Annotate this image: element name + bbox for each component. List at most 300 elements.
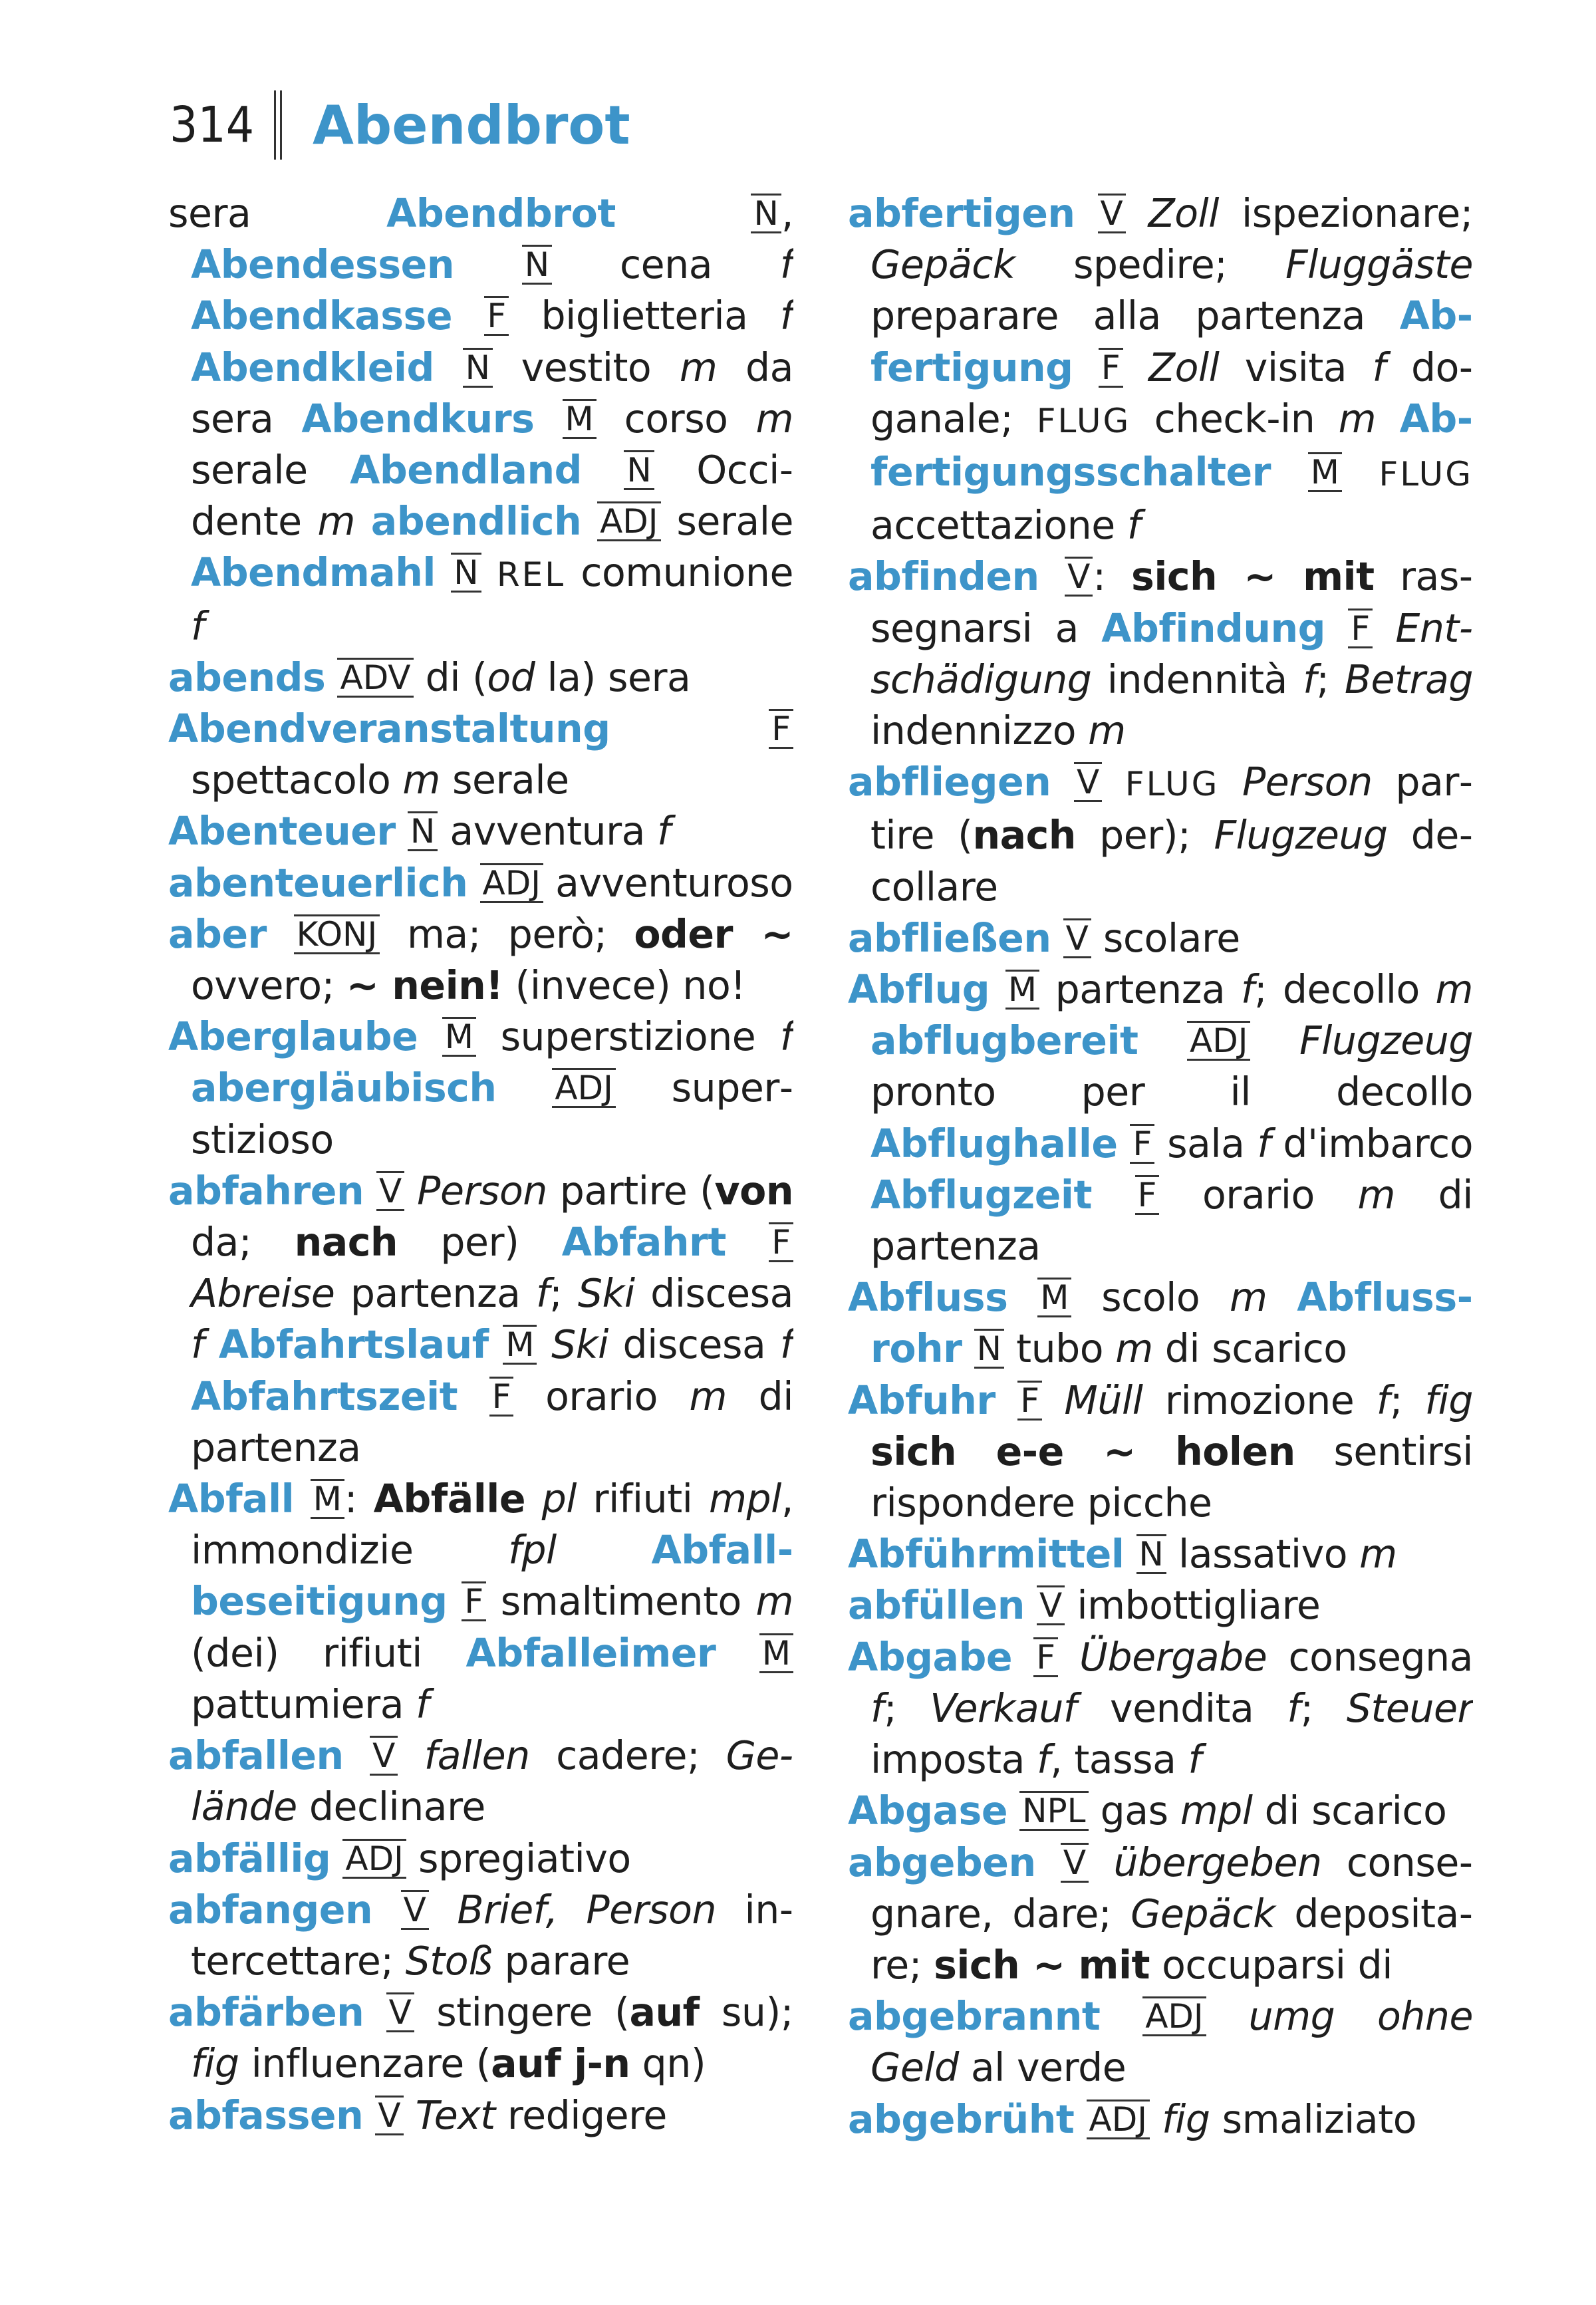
entry-text — [489, 1322, 503, 1367]
entry-text: smaltimento — [486, 1579, 756, 1625]
italic-label: Ski — [577, 1271, 635, 1317]
entry-text: superstizione — [476, 1014, 780, 1060]
entry-text: sala — [1154, 1121, 1258, 1166]
field-label: FLUG — [1379, 455, 1473, 494]
entry-text: discesa — [634, 1271, 793, 1317]
entry-text: consegna — [1267, 1634, 1473, 1680]
italic-label: m — [755, 396, 793, 442]
field-label: REL — [496, 555, 566, 595]
entry-text — [398, 1733, 424, 1778]
headword: abfällig — [168, 1835, 331, 1881]
italic-label: Gelände — [191, 1733, 793, 1830]
part-of-speech-tag: V — [386, 1992, 414, 2032]
entry-text: da; — [191, 1220, 295, 1266]
part-of-speech-tag: M — [442, 1017, 476, 1057]
part-of-speech-tag: N — [974, 1329, 1004, 1369]
headword: Abendkleid — [191, 344, 434, 390]
dictionary-entry — [848, 757, 1473, 913]
headword: Abfuhr — [848, 1377, 996, 1423]
entry-text: per); — [1075, 813, 1214, 859]
entry-text — [716, 1631, 759, 1676]
part-of-speech-tag: F — [1348, 609, 1373, 648]
entry-text: intercettare; — [191, 1887, 793, 1984]
entry-text — [1036, 1840, 1061, 1885]
headword: abergläubisch — [191, 1065, 497, 1111]
part-of-speech-tag: N — [624, 450, 654, 490]
entry-text: , — [781, 191, 793, 236]
part-of-speech-tag: F — [1135, 1175, 1160, 1215]
entry-text: spedire; — [1015, 242, 1285, 288]
part-of-speech-tag: N — [1136, 1534, 1166, 1574]
entry-text: imposta — [870, 1737, 1037, 1783]
headword: abenteuerlich — [168, 860, 468, 906]
italic-label: mpl — [1180, 1788, 1253, 1834]
entry-text — [418, 1014, 442, 1059]
entry-text — [452, 293, 484, 339]
entry-text: check-in — [1130, 396, 1339, 442]
entry-text: smaliziato — [1210, 2096, 1416, 2142]
part-of-speech-tag: F — [1017, 1381, 1042, 1421]
part-of-speech-tag: N — [408, 811, 438, 851]
dictionary-entry — [848, 188, 1473, 551]
entry-text — [1342, 450, 1379, 495]
entry-text: pattumiera — [191, 1681, 416, 1727]
entry-text — [1074, 2097, 1086, 2142]
part-of-speech-tag: V — [376, 1171, 404, 1211]
entry-text — [344, 1733, 370, 1778]
entry-text: di partenza — [870, 1172, 1473, 1270]
italic-label: Steuer — [1346, 1685, 1473, 1731]
part-of-speech-tag: NPL — [1019, 1791, 1088, 1831]
dictionary-entry — [848, 913, 1473, 964]
entry-text: ma; però; — [380, 911, 634, 957]
entry-text: al verde — [958, 2045, 1127, 2091]
dictionary-entry — [168, 652, 793, 704]
italic-label: m — [1088, 708, 1126, 754]
entry-text: , tassa — [1050, 1737, 1188, 1783]
entry-text: rimozione — [1142, 1377, 1377, 1423]
headword: aber — [168, 911, 267, 957]
part-of-speech-tag: N — [751, 194, 781, 233]
part-of-speech-tag: F — [769, 709, 793, 749]
entry-text — [467, 861, 479, 906]
entry-text — [1267, 1275, 1297, 1320]
part-of-speech-tag: KONJ — [294, 914, 380, 954]
bold-phrase: nach — [972, 813, 1076, 859]
part-of-speech-tag: V — [370, 1736, 398, 1776]
entry-text — [990, 967, 1005, 1012]
entry-text: consegnare, dare; — [870, 1839, 1473, 1937]
part-of-speech-tag: ADJ — [1187, 1021, 1250, 1061]
entry-text: : — [344, 1476, 374, 1522]
italic-label: m — [1359, 1532, 1397, 1577]
entry-text: spettacolo — [191, 757, 403, 803]
dictionary-column-right — [848, 188, 1473, 2210]
entry-text: influenzare ( — [239, 2041, 491, 2087]
part-of-speech-tag: N — [451, 553, 481, 593]
part-of-speech-tag: M — [1037, 1278, 1071, 1317]
entry-text: comunione — [565, 550, 793, 596]
part-of-speech-tag: ADJ — [480, 863, 543, 903]
headword: Abfluss — [848, 1275, 1008, 1321]
italic-label: Zoll — [1148, 191, 1220, 236]
part-of-speech-tag: ADJ — [342, 1839, 406, 1879]
dictionary-entry — [848, 1991, 1473, 2094]
entry-text — [1138, 1018, 1187, 1063]
entry-text: sera — [168, 191, 387, 236]
part-of-speech-tag: V — [401, 1890, 429, 1930]
entry-text: preparare alla partenza — [870, 293, 1400, 339]
headword: Abendveranstaltung — [168, 706, 610, 752]
part-of-speech-tag: M — [759, 1633, 793, 1673]
dictionary-entry — [168, 858, 793, 909]
entry-text: di scarico — [1252, 1788, 1447, 1834]
entry-text: su); — [699, 1990, 793, 2036]
entry-text — [1073, 345, 1099, 390]
dictionary-entry — [168, 1833, 793, 1885]
entry-text: (dei) rifiuti — [191, 1630, 466, 1676]
part-of-speech-tag: M — [311, 1479, 344, 1519]
headword: Abflug — [848, 967, 990, 1013]
part-of-speech-tag: N — [463, 348, 493, 388]
entry-text — [481, 550, 497, 595]
entry-text — [1075, 191, 1098, 236]
part-of-speech-tag: F — [462, 1581, 486, 1621]
dictionary-entry — [848, 1529, 1473, 1580]
headword: abfüllen — [848, 1583, 1025, 1629]
dictionary-entry — [168, 1730, 793, 1833]
entry-text: qn) — [630, 2041, 706, 2087]
entry-text — [1219, 759, 1242, 805]
headword: Abführmittel — [848, 1532, 1125, 1577]
headword: abfliegen — [848, 759, 1051, 805]
entry-text — [396, 809, 408, 854]
italic-label: f — [779, 1322, 793, 1368]
entry-text — [1025, 1583, 1037, 1628]
entry-text: redigere — [495, 2092, 667, 2138]
italic-label: Person — [417, 1168, 547, 1214]
dictionary-entry — [168, 806, 793, 857]
part-of-speech-tag: F — [484, 296, 509, 336]
entry-text: rassegnarsi a — [870, 554, 1473, 651]
headword: abfließen — [848, 915, 1051, 961]
entry-text — [582, 448, 624, 493]
italic-label: f — [779, 293, 793, 339]
part-of-speech-tag: ADJ — [1087, 2100, 1150, 2139]
entry-text: partenza — [334, 1271, 537, 1317]
italic-label: Text — [415, 2092, 495, 2138]
dictionary-entry — [168, 704, 793, 806]
part-of-speech-tag: ADJ — [597, 501, 660, 541]
entry-text — [355, 499, 371, 544]
field-label: FLUG — [1125, 765, 1220, 804]
entry-text — [325, 655, 337, 700]
headword: Abendbrot — [386, 191, 616, 236]
italic-label: Person — [1242, 759, 1373, 805]
entry-text — [204, 1322, 219, 1367]
headword: Abgase — [848, 1788, 1007, 1834]
entry-text: di partenza — [191, 1373, 793, 1470]
entry-text — [1102, 759, 1125, 805]
headword: Abfahrtslauf — [218, 1322, 489, 1368]
part-of-speech-tag: ADV — [337, 658, 413, 698]
entry-text: scolo — [1071, 1275, 1230, 1321]
italic-label: f — [779, 242, 793, 288]
part-of-speech-tag: F — [1099, 348, 1123, 388]
headword: Abendkasse — [191, 293, 453, 339]
entry-text: pronto per il decollo — [870, 1069, 1473, 1115]
entry-text — [1089, 1840, 1113, 1885]
entry-text: , immondizie — [191, 1476, 793, 1573]
italic-label: f — [1188, 1737, 1202, 1783]
headword: Abfertigungsschalter — [870, 396, 1473, 495]
entry-text — [1150, 2097, 1162, 2142]
part-of-speech-tag: V — [1063, 918, 1091, 958]
dictionary-entry — [168, 1012, 793, 1166]
headword: Abflughalle — [870, 1121, 1118, 1166]
part-of-speech-tag: F — [489, 1377, 514, 1417]
dictionary-entry — [848, 1375, 1473, 1530]
headword: abfahren — [168, 1168, 364, 1214]
entry-text: rifiuti — [576, 1476, 709, 1522]
headword: abfallen — [168, 1733, 344, 1779]
dictionary-entry — [168, 1885, 793, 1987]
part-of-speech-tag: M — [1308, 452, 1342, 492]
bold-phrase: Abfälle — [373, 1476, 526, 1522]
entry-text: ; — [1316, 656, 1345, 702]
dictionary-entry — [848, 551, 1473, 757]
italic-label: m — [1115, 1326, 1153, 1372]
dictionary-entry — [168, 1166, 793, 1474]
part-of-speech-tag: V — [1074, 762, 1102, 802]
dictionary-entry — [848, 964, 1473, 1272]
italic-label: f — [657, 809, 671, 855]
entry-text: avventura — [438, 809, 658, 855]
entry-text: ovvero; — [191, 963, 346, 1009]
entry-text: gas — [1088, 1788, 1180, 1834]
entry-text — [1012, 1635, 1033, 1680]
entry-text: avventuroso — [543, 860, 793, 906]
bold-phrase: von — [714, 1168, 793, 1214]
italic-label: f — [536, 1271, 550, 1317]
entry-text: partire ( — [547, 1168, 715, 1214]
entry-text: cadere; — [529, 1733, 726, 1779]
headword: abendlich — [370, 499, 582, 545]
italic-label: m — [1229, 1275, 1267, 1321]
part-of-speech-tag: N — [522, 245, 552, 285]
entry-text: la) sera — [535, 654, 691, 700]
italic-label: m — [689, 1373, 727, 1419]
entry-text — [372, 1887, 400, 1933]
headword: abfassen — [168, 2092, 364, 2138]
entry-text — [1126, 191, 1148, 236]
entry-text: stingere ( — [414, 1990, 630, 2036]
italic-label: Gepäck — [870, 242, 1015, 288]
entry-text: indennità — [1091, 656, 1303, 702]
entry-text — [364, 1990, 386, 2035]
dictionary-entry — [848, 1632, 1473, 1786]
entry-text — [1124, 1532, 1136, 1577]
entry-text — [364, 1168, 376, 1214]
entry-text: accettazione — [870, 503, 1127, 549]
entry-text: : — [1093, 554, 1131, 600]
italic-label: Ski — [551, 1322, 608, 1368]
italic-label: m — [1435, 967, 1473, 1013]
entry-text: di scarico — [1152, 1326, 1347, 1372]
entry-text — [557, 1528, 652, 1573]
headword: Abfindung — [1101, 605, 1326, 651]
entry-text: ; — [1389, 1377, 1425, 1423]
headword: Abflugzeit — [870, 1172, 1092, 1218]
part-of-speech-tag: ADJ — [1142, 1996, 1206, 2036]
italic-label: Gepäck — [1130, 1891, 1275, 1937]
italic-label: pl — [541, 1476, 577, 1522]
entry-text: cena — [552, 242, 780, 288]
entry-text — [429, 1887, 457, 1933]
part-of-speech-tag: V — [1037, 1585, 1065, 1625]
headword: abfinden — [848, 554, 1039, 600]
entry-text: declinare — [297, 1784, 485, 1830]
headword: Abendessen — [191, 242, 454, 288]
entry-text — [404, 1168, 417, 1214]
italic-label: fig — [1162, 2096, 1210, 2142]
italic-label: Übergabe — [1079, 1634, 1267, 1680]
italic-label: f — [870, 1685, 884, 1731]
header-divider — [274, 90, 282, 160]
italic-label: Flugzeug — [1214, 813, 1388, 859]
italic-label: m — [755, 1579, 793, 1625]
bold-phrase: ~ nein! — [346, 963, 503, 1009]
italic-label: Fluggäste — [1285, 242, 1473, 288]
entry-text — [458, 1374, 489, 1419]
entry-text — [267, 912, 294, 957]
italic-label: mpl — [709, 1476, 781, 1522]
italic-label: Entschädigung — [870, 605, 1473, 702]
entry-text — [1118, 1121, 1130, 1166]
italic-label: f — [1127, 503, 1140, 549]
entry-text — [996, 1378, 1017, 1423]
italic-label: Flugzeug — [1299, 1018, 1473, 1064]
entry-text: (invece) no! — [503, 963, 746, 1009]
italic-label: m — [317, 499, 355, 545]
dictionary-entry — [848, 2094, 1473, 2145]
entry-text — [1051, 916, 1063, 961]
entry-text: ; decollo — [1254, 967, 1436, 1013]
entry-text: orario — [513, 1373, 690, 1419]
entry-text: d'imbarco — [1270, 1121, 1473, 1166]
italic-label: m — [402, 757, 440, 803]
part-of-speech-tag: F — [1130, 1124, 1154, 1164]
entry-text — [1123, 345, 1148, 390]
headword: abgeben — [848, 1839, 1036, 1885]
headword: Aberglaube — [168, 1014, 418, 1060]
italic-label: m — [1357, 1172, 1395, 1218]
entry-text: corso — [596, 396, 756, 442]
entry-text: vestito — [493, 344, 680, 390]
entry-text: ; — [549, 1271, 578, 1317]
entry-text: partire ( — [870, 759, 1473, 859]
part-of-speech-tag: V — [1098, 194, 1126, 233]
dictionary-entry — [848, 1580, 1473, 1631]
italic-label: fallen — [424, 1733, 530, 1779]
entry-text: sentirsi rispondere picche — [870, 1428, 1473, 1526]
bold-phrase: sich ~ mit — [1131, 554, 1375, 600]
headword: abfangen — [168, 1887, 373, 1933]
headword: Abendmahl — [191, 550, 436, 596]
entry-text — [534, 396, 562, 442]
italic-label: f — [1287, 1685, 1301, 1731]
dictionary-entry — [848, 1786, 1473, 1837]
headword: Abfall — [168, 1476, 295, 1522]
entry-text — [1042, 1378, 1064, 1423]
entry-text — [1039, 554, 1065, 599]
entry-text — [436, 550, 451, 595]
headword: Abenteuer — [168, 809, 396, 855]
dictionary-entry — [168, 1987, 793, 2090]
entry-text — [1058, 1635, 1079, 1680]
entry-text — [1092, 1172, 1135, 1218]
italic-label: Abreise — [191, 1271, 335, 1317]
entry-text — [363, 2093, 375, 2138]
entry-text: discesa — [608, 1322, 780, 1368]
entry-text — [1206, 1994, 1249, 2039]
bold-phrase: auf j-n — [491, 2041, 630, 2087]
italic-label: umg ohne Geld — [870, 1994, 1473, 2091]
entry-text: da sera — [191, 344, 793, 442]
italic-label: f — [191, 1322, 205, 1368]
dictionary-entry — [168, 1474, 793, 1730]
entry-text: indennizzo — [870, 708, 1089, 754]
entry-text — [294, 1476, 311, 1522]
italic-label: f — [1372, 344, 1386, 390]
headword: abgebrüht — [848, 2096, 1075, 2142]
part-of-speech-tag: ADJ — [552, 1068, 615, 1108]
entry-text: doganale; — [870, 344, 1473, 442]
headword: Abfertigung — [870, 293, 1473, 390]
entry-text — [454, 242, 522, 287]
headword: Abfallbeseitigung — [191, 1528, 793, 1625]
field-label: FLUG — [1036, 401, 1131, 440]
page-number: 314 — [170, 96, 255, 154]
entry-text — [1376, 396, 1399, 442]
headword: abfertigen — [848, 191, 1075, 236]
part-of-speech-tag: M — [1005, 970, 1039, 1010]
italic-label: Betrag — [1344, 656, 1473, 702]
bold-phrase: auf — [629, 1990, 700, 2036]
headword: abflugbereit — [870, 1018, 1138, 1064]
bold-phrase: sich e-e ~ holen — [870, 1428, 1295, 1474]
entry-text: tubo — [1004, 1326, 1116, 1372]
entry-text: Occidente — [191, 448, 793, 545]
headword: Abgabe — [848, 1634, 1013, 1680]
entry-text: decollare — [870, 813, 1473, 910]
italic-label: f — [1257, 1121, 1271, 1166]
italic-label: fig — [191, 2041, 239, 2087]
part-of-speech-tag: V — [1065, 557, 1093, 597]
italic-label: m — [679, 344, 718, 390]
italic-label: Stoß — [405, 1938, 493, 1984]
italic-label: f — [1303, 656, 1317, 702]
entry-text — [610, 706, 769, 751]
entry-text: vendita — [1076, 1685, 1287, 1731]
entry-text: orario — [1159, 1172, 1358, 1218]
page-header — [170, 85, 1473, 165]
part-of-speech-tag: M — [563, 399, 597, 439]
entry-text — [497, 1065, 553, 1111]
dictionary-entry — [168, 909, 793, 1012]
bold-phrase: oder ~ — [634, 911, 793, 957]
entry-text: parare — [492, 1938, 630, 1984]
